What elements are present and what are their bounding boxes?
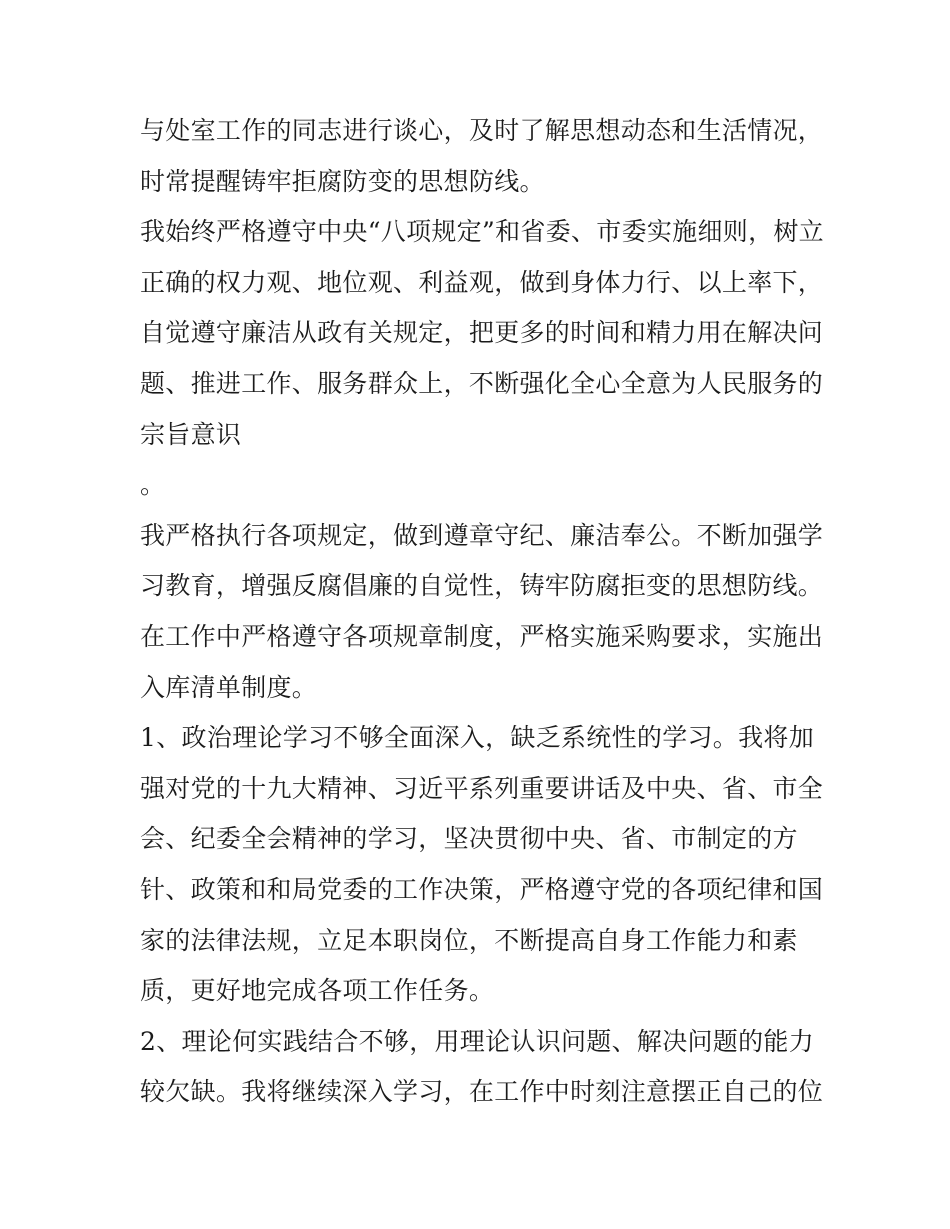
text-line: 时常提醒铸牢拒腐防变的思想防线。 (140, 166, 545, 196)
text-line: 会、纪委全会精神的学习，坚决贯彻中央、省、市制定的方 (140, 824, 798, 854)
text-line: 题、推进工作、服务群众上，不断强化全心全意为人民服务的 (140, 368, 824, 398)
text-line: 针、政策和和局党委的工作决策，严格遵守党的各项纪律和国 (140, 874, 824, 904)
document-body (140, 106, 824, 1118)
text-line: 我严格执行各项规定，做到遵章守纪、廉洁奉公。不断加强学 (140, 520, 824, 550)
text-line: 我始终严格遵守中央“八项规定”和省委、市委实施细则，树立 (140, 217, 824, 247)
text-line: 家的法律法规，立足本职岗位，不断提高自身工作能力和素 (140, 925, 798, 955)
text-line: 质，更好地完成各项工作任务。 (140, 976, 495, 1006)
text-line: 在工作中严格遵守各项规章制度，严格实施采购要求，实施出 (140, 621, 824, 651)
text-line: 2、理论何实践结合不够，用理论认识问题、解决问题的能力 (140, 1026, 815, 1056)
text-line: 强对党的十九大精神、习近平系列重要讲话及中央、省、市全 (140, 773, 824, 803)
text-line: 与处室工作的同志进行谈心，及时了解思想动态和生活情况， (140, 116, 824, 145)
text-line: 1、政治理论学习不够全面深入，缺乏系统性的学习。我将加 (140, 723, 815, 753)
text-line: 正确的权力观、地位观、利益观，做到身体力行、以上率下， (140, 267, 824, 297)
text-line: 。 (140, 470, 166, 500)
text-line: 自觉遵守廉洁从政有关规定，把更多的时间和精力用在解决问 (140, 318, 824, 348)
text-line: 习教育，增强反腐倡廉的自觉性，铸牢防腐拒变的思想防线。 (140, 571, 824, 601)
text-line: 宗旨意识 (140, 419, 242, 449)
text-line: 入库清单制度。 (140, 672, 318, 702)
text-line: 较欠缺。我将继续深入学习，在工作中时刻注意摆正自己的位 (140, 1077, 824, 1107)
